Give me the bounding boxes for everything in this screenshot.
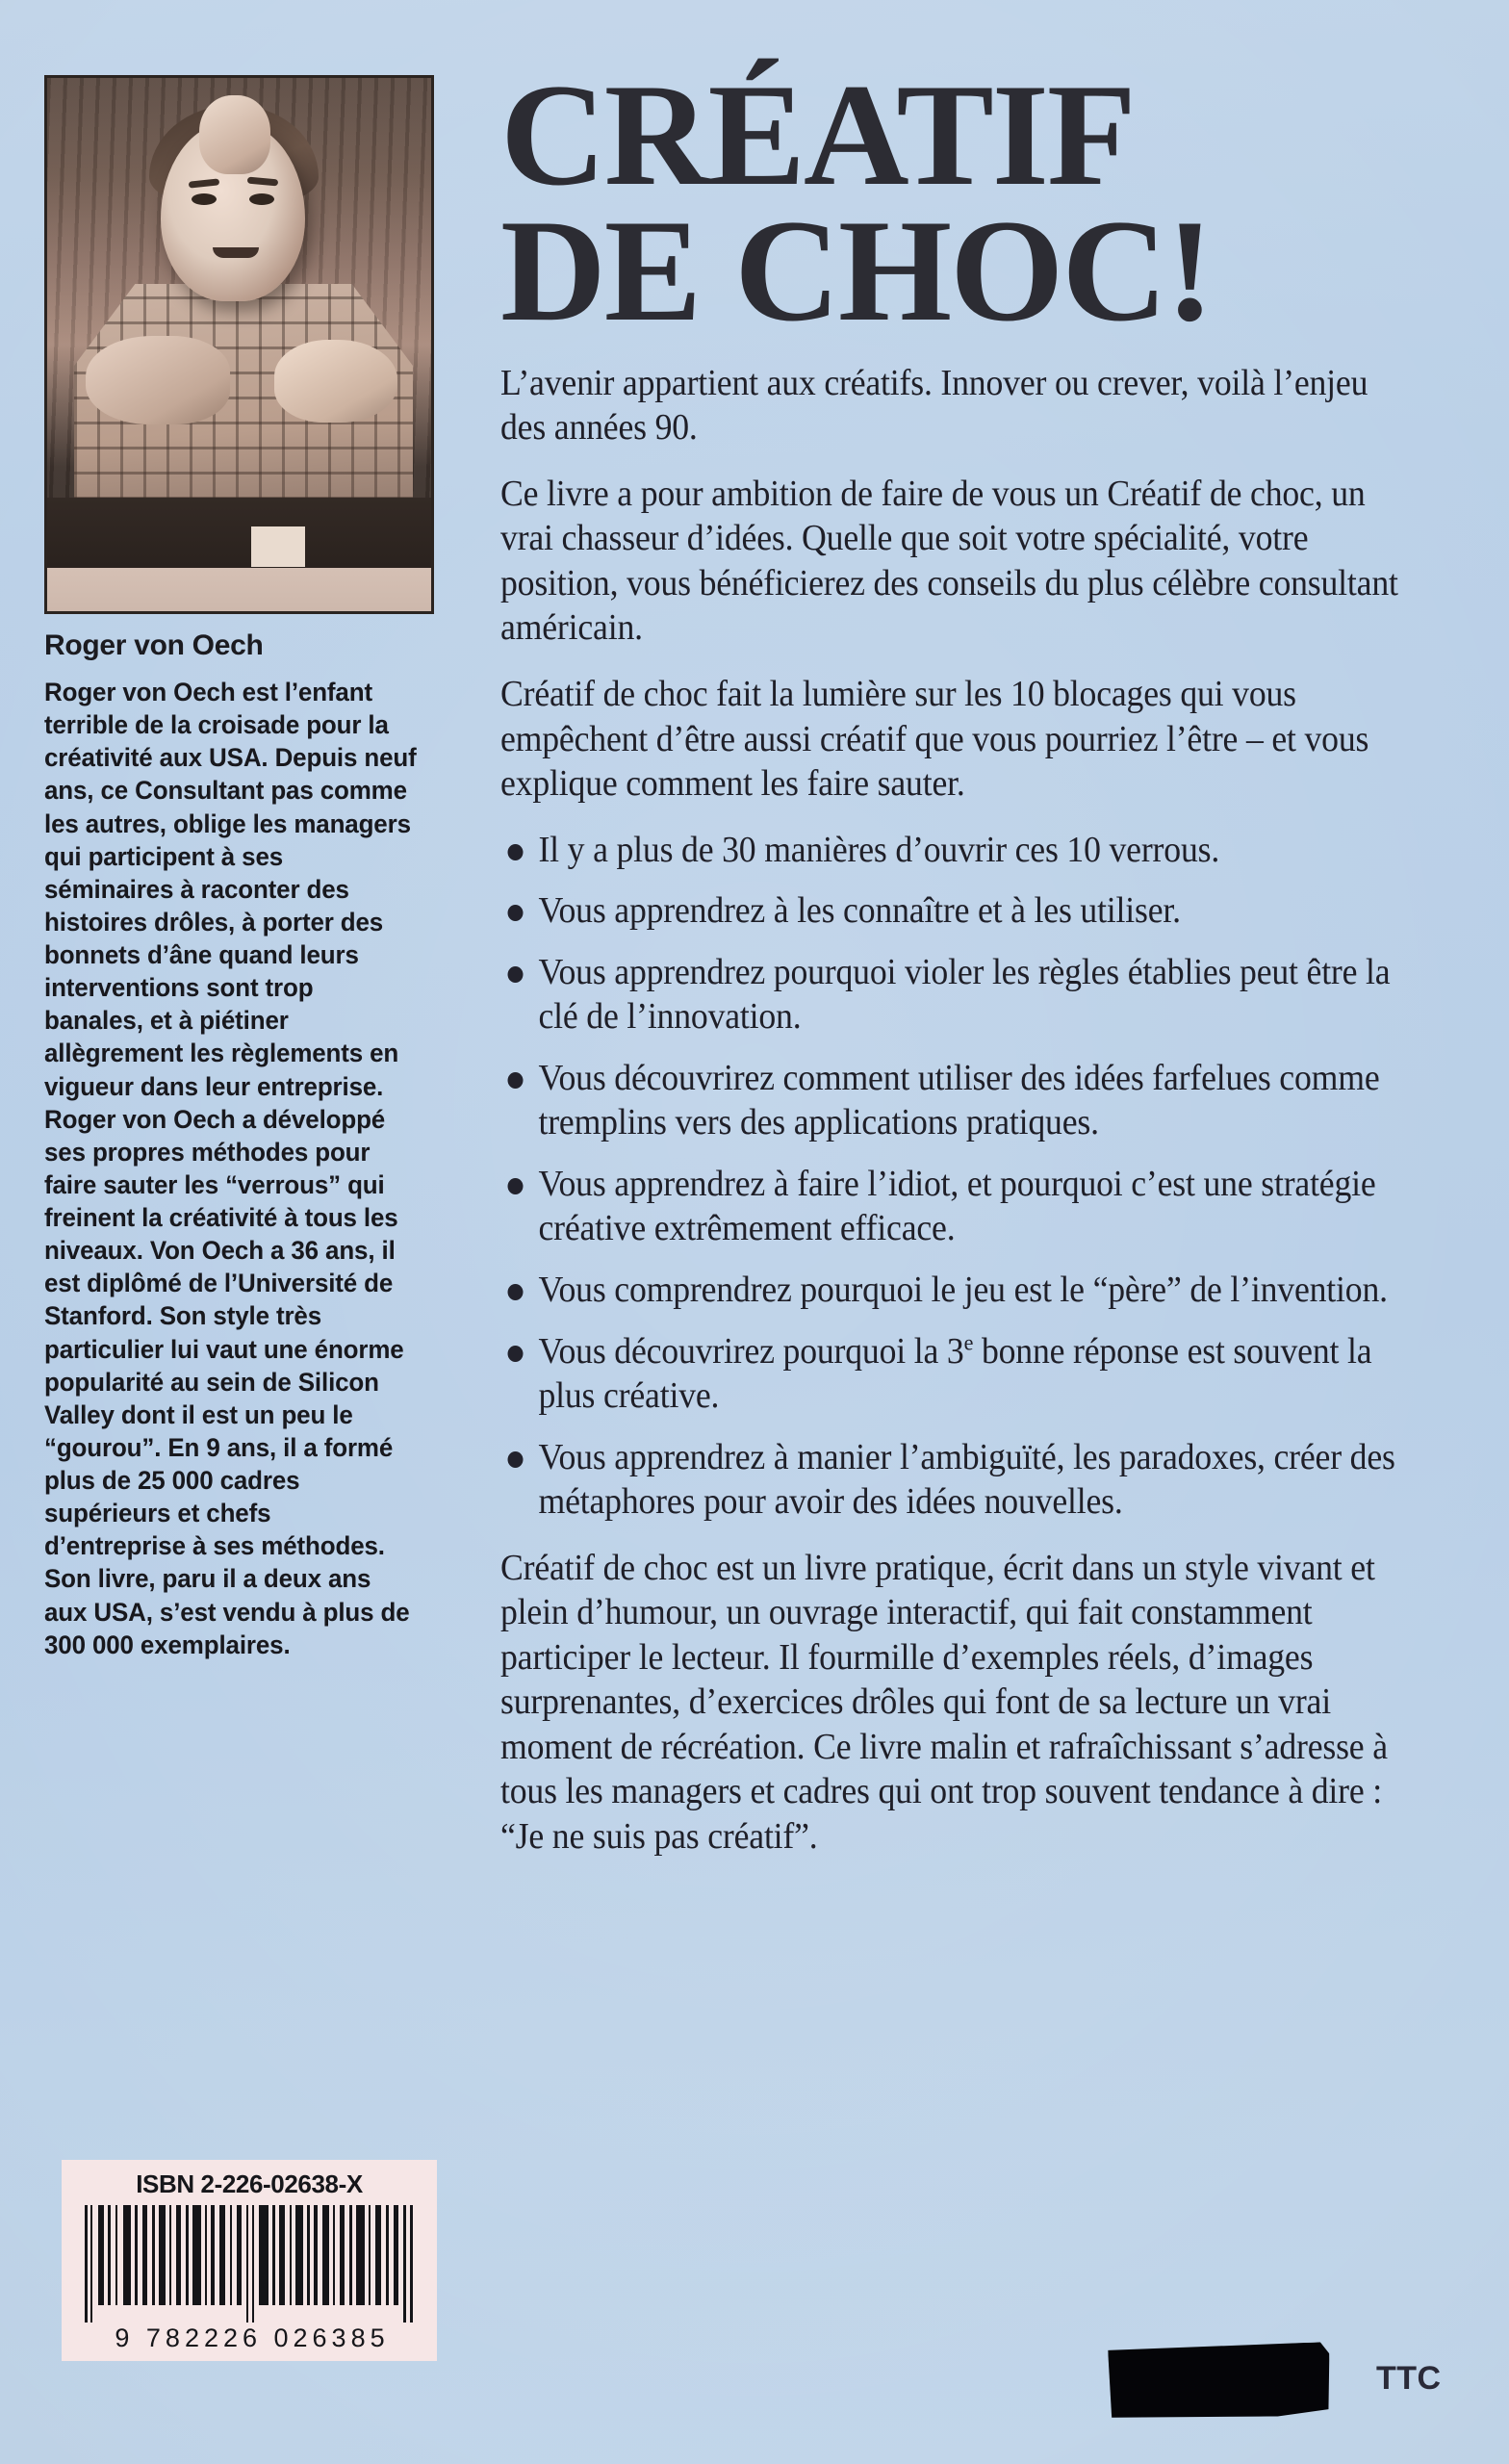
list-item-text-after: bonne réponse est souvent la plus créative.	[538, 1330, 1372, 1417]
photo-mouth	[213, 247, 259, 258]
feature-bullet-list	[500, 828, 1463, 1525]
isbn-label: ISBN 2-226-02638-X	[136, 2169, 363, 2198]
author-name: Roger von Oech	[44, 629, 264, 661]
photo-desk	[47, 498, 431, 611]
page-title	[500, 54, 1463, 352]
list-item: Vous apprendrez pourquoi violer les règles établies peut être la clé de l’innovation.	[500, 950, 1405, 1040]
price-ttc-label: TTC	[1376, 2360, 1442, 2397]
author-column	[44, 75, 434, 1661]
barcode-icon	[83, 2205, 416, 2323]
list-item: Vous apprendrez à faire l’idiot, et pourquoi c’est une stratégie créative extrêmement efficace.	[500, 1162, 1405, 1251]
blurb-column	[500, 54, 1463, 1860]
blurb-closing-paragraph: Créatif de choc est un livre pratique, écrit dans un style vivant et plein d’humour, un ouvrage interactif, qui fait constamment participer le lecteur. Il fourmille d’exemples réels, d’images surprenantes, d’exercices drôles qui font de sa lecture un vrai moment de récréation. Ce livre malin et rafraîchissant s’adresse à tous les managers et cadres qui ont trop souvent tendance à dire : “Je ne suis pas créatif”.	[500, 1547, 1388, 1858]
blurb-paragraph-1: L’avenir appartient aux créatifs. Innover ou crever, voilà l’enjeu des années 90.	[500, 362, 1368, 449]
list-item: Vous comprendrez pourquoi le jeu est le “père” de l’invention.	[500, 1268, 1405, 1313]
photo-eye-left	[192, 193, 217, 205]
list-item: Vous apprendrez à les connaître et à les utiliser.	[500, 888, 1405, 934]
photo-arm	[86, 336, 230, 424]
author-photo	[44, 75, 434, 614]
ordinal-suffix: e	[963, 1329, 974, 1355]
photo-eye-right	[249, 193, 274, 205]
isbn-barcode-block	[62, 2160, 437, 2361]
list-item: Il y a plus de 30 manières d’ouvrir ces 10 verrous.	[500, 828, 1405, 873]
blurb-paragraph-2: Ce livre a pour ambition de faire de vous un Créatif de choc, un vrai chasseur d’idées. Quelle que soit votre spécialité, votre position, vous bénéficierez des conseils du plus célèbre consultant américain.	[500, 473, 1398, 649]
price-redaction-bar	[1108, 2342, 1331, 2421]
list-item	[500, 1329, 1405, 1419]
blurb-paragraph-3: Créatif de choc fait la lumière sur les 10 blocages qui vous empêchent d’être aussi créatif que vous pourriez l’être – et vous explique comment les faire sauter.	[500, 674, 1369, 805]
photo-desk-object	[251, 526, 305, 567]
list-item: Vous découvrirez comment utiliser des idées farfelues comme tremplins vers des applications pratiques.	[500, 1056, 1405, 1145]
list-item: Vous apprendrez à manier l’ambiguïté, les paradoxes, créer des métaphores pour avoir des idées nouvelles.	[500, 1435, 1405, 1525]
author-biography: Roger von Oech est l’enfant terrible de la croisade pour la créativité aux USA. Depuis neuf ans, ce Consultant pas comme les autres, oblige les managers qui participent à ses séminaires à raconter des histoires drôles, à porter des bonnets d’âne quand leurs interventions sont trop banales, et à piétiner allègrement les règlements en vigueur dans leur entreprise. Roger von Oech a développé ses propres méthodes pour faire sauter les “verrous” qui freinent la créativité à tous les niveaux. Von Oech a 36 ans, il est diplômé de l’Université de Stanford. Son style très particulier lui vaut une énorme popularité au sein de Silicon Valley dont il est un peu le “gourou”. En 9 ans, il a formé plus de 25 000 cadres supérieurs et chefs d’entreprise à ses méthodes. Son livre, paru il a deux ans aux USA, s’est vendu à plus de 300 000 exemplaires.	[44, 677, 417, 1659]
list-item-text-before: Vous découvrirez pourquoi la 3	[538, 1330, 964, 1372]
photo-hand-raised	[199, 95, 270, 174]
photo-hand-resting	[274, 340, 397, 423]
title-line-1: CRÉATIF	[500, 54, 1135, 216]
barcode-digits: 9 782226 026385	[115, 2323, 390, 2352]
title-line-2: DE CHOC!	[500, 190, 1213, 352]
